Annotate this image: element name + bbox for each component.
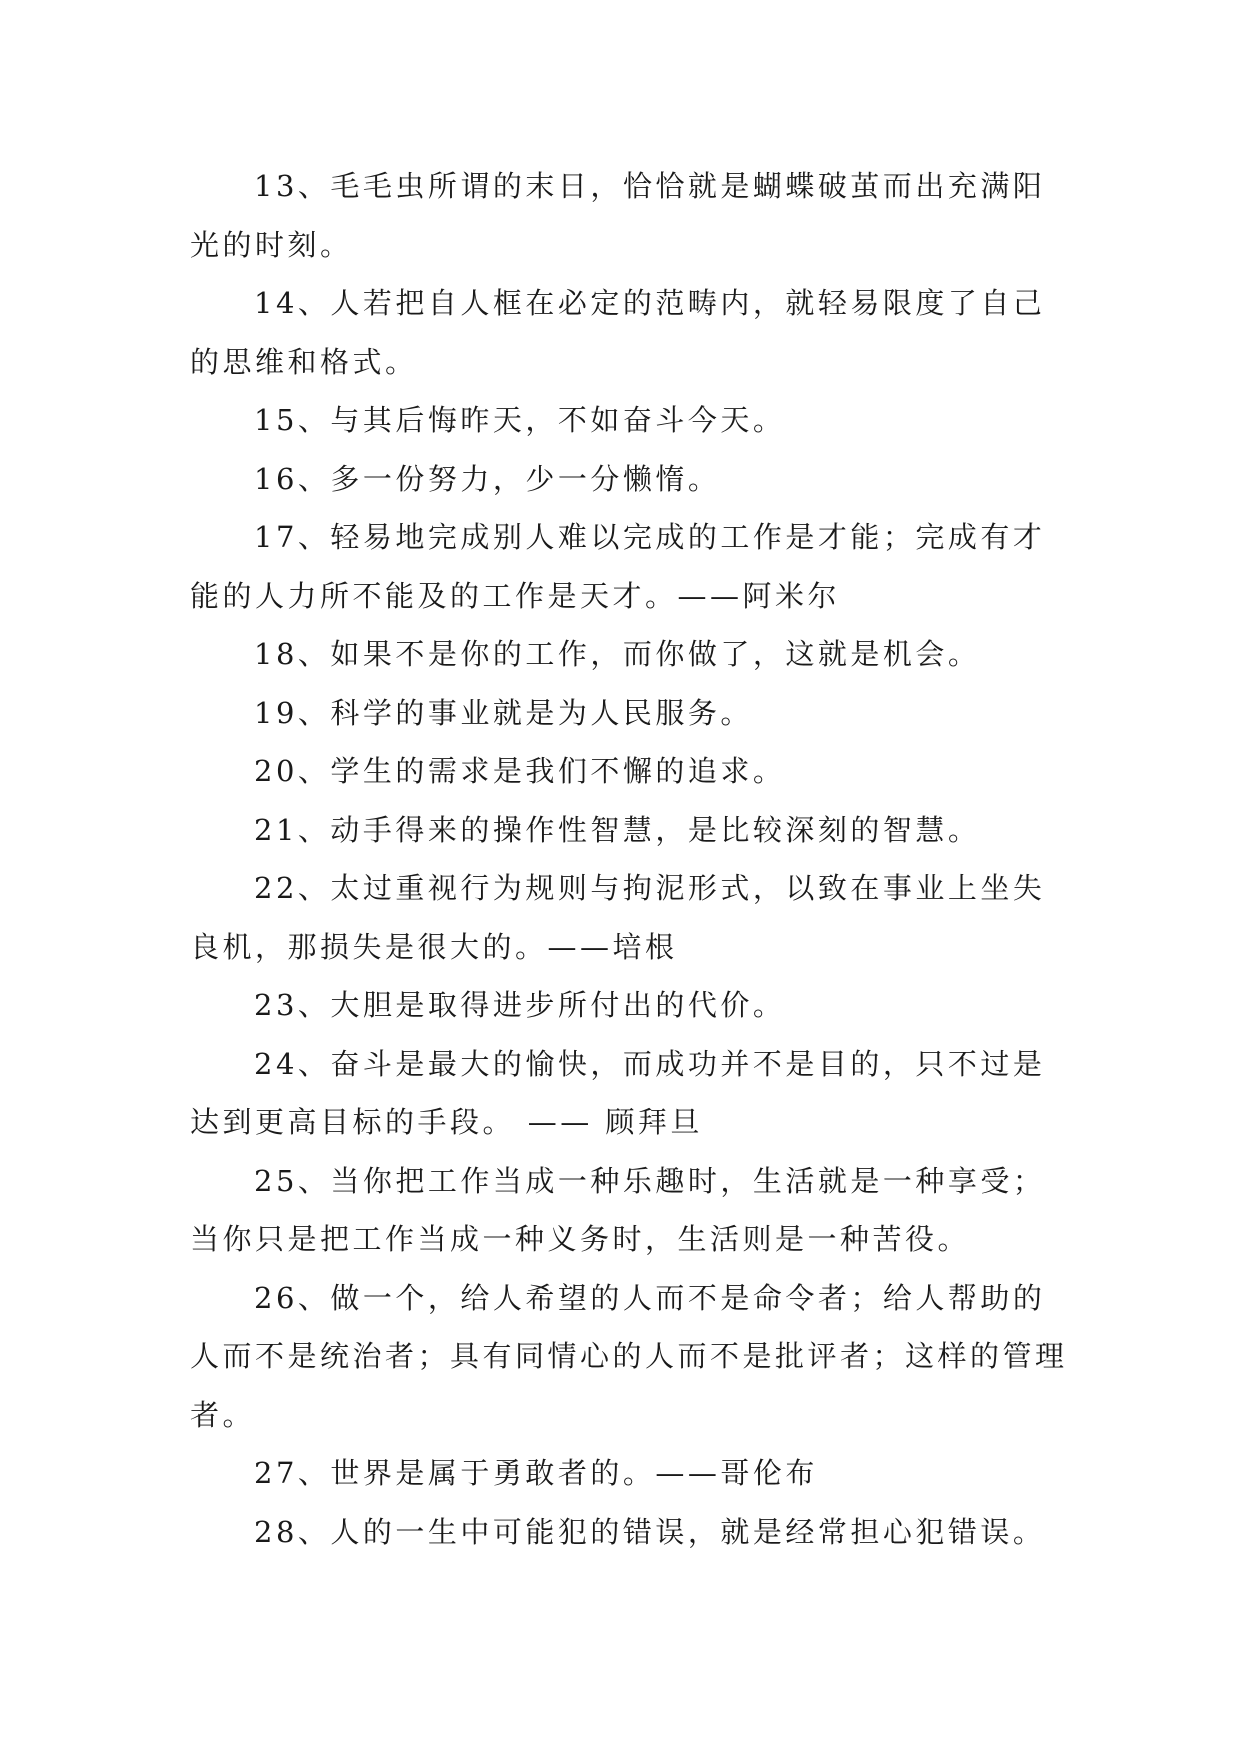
quote-paragraph: 27、世界是属于勇敢者的。——哥伦布 [254, 1456, 818, 1490]
quote-paragraph: 23、大胆是取得进步所付出的代价。 [254, 988, 786, 1022]
document-body [190, 157, 1070, 1561]
quote-paragraph: 19、科学的事业就是为人民服务。 [254, 695, 753, 730]
quote-paragraph: 25、当你把工作当成一种乐趣时，生活就是一种享受；当你只是把工作当成一种义务时，生活则是一种苦役。 [190, 1163, 1046, 1256]
quote-paragraph: 17、轻易地完成别人难以完成的工作是才能；完成有才能的人力所不能及的工作是天才。——阿米尔 [190, 520, 1046, 613]
quote-paragraph: 13、毛毛虫所谓的末日，恰恰就是蝴蝶破茧而出充满阳光的时刻。 [190, 169, 1046, 262]
quote-paragraph: 21、动手得来的操作性智慧，是比较深刻的智慧。 [254, 812, 981, 847]
quote-paragraph: 16、多一份努力，少一分懒惰。 [254, 461, 721, 496]
quote-paragraph: 14、人若把自人框在必定的范畴内，就轻易限度了自己的思维和格式。 [190, 286, 1046, 379]
quote-paragraph: 22、太过重视行为规则与拘泥形式，以致在事业上坐失良机，那损失是很大的。——培根 [190, 871, 1046, 964]
quote-paragraph: 15、与其后悔昨天，不如奋斗今天。 [254, 403, 786, 437]
quote-paragraph: 28、人的一生中可能犯的错误，就是经常担心犯错误。 [254, 1514, 1046, 1549]
quote-paragraph: 20、学生的需求是我们不懈的追求。 [254, 754, 786, 788]
quote-paragraph: 26、做一个，给人希望的人而不是命令者；给人帮助的人而不是统治者；具有同情心的人而不是批评者；这样的管理者。 [190, 1280, 1068, 1432]
quote-paragraph: 24、奋斗是最大的愉快，而成功并不是目的，只不过是达到更高目标的手段。 —— 顾拜旦 [190, 1046, 1046, 1139]
quote-paragraph: 18、如果不是你的工作，而你做了，这就是机会。 [254, 637, 981, 671]
